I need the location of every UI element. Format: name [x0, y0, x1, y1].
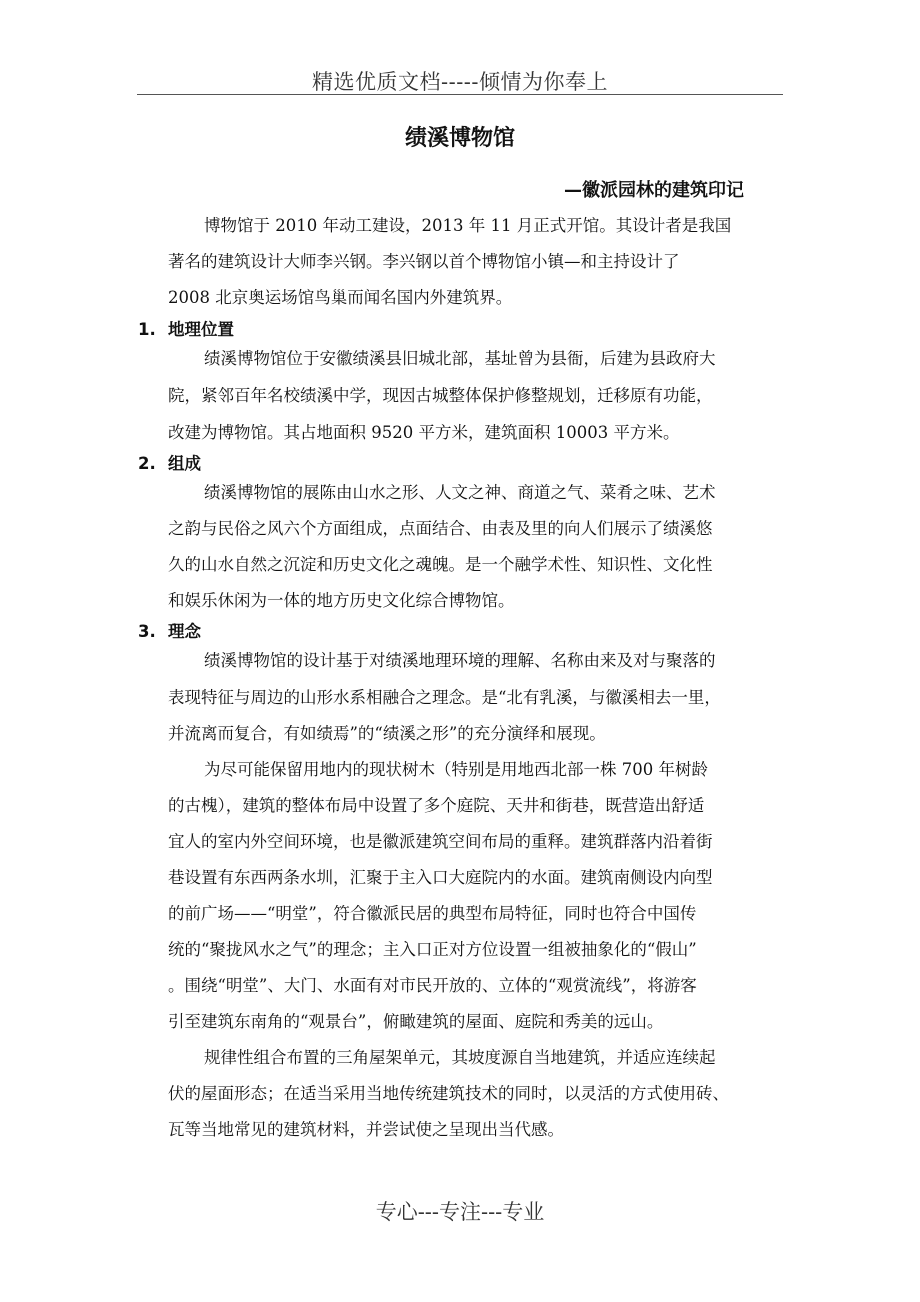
section-line: 表现特征与周边的山形水系相融合之理念。是“北有乳溪，与徽溪相去一里，: [168, 688, 721, 707]
section-line: 并流离而复合，有如绩焉”的“绩溪之形”的充分演绎和展现。: [168, 724, 606, 743]
section-line: 规律性组合布置的三角屋架单元，其坡度源自当地建筑，并适应连续起: [204, 1048, 716, 1067]
section-line: 统的“聚拢风水之气”的理念；主入口正对方位设置一组被抽象化的“假山”: [168, 940, 697, 959]
section-line: 伏的屋面形态；在适当采用当地传统建筑技术的同时，以灵活的方式使用砖、: [168, 1084, 729, 1103]
section-line: 和娱乐休闲为一体的地方历史文化综合博物馆。: [168, 591, 515, 610]
document-title: 绩溪博物馆: [404, 126, 515, 151]
intro-line: 2008 北京奥运场馆鸟巢而闻名国内外建筑界。: [168, 288, 513, 307]
header-divider: [137, 94, 783, 95]
section-heading-concept: [138, 622, 201, 642]
section-number: 3.: [138, 622, 156, 641]
section-line: 改建为博物馆。其占地面积 9520 平方米，建筑面积 10003 平方米。: [168, 423, 680, 442]
section-title: 组成: [168, 454, 201, 473]
section-line: 之韵与民俗之风六个方面组成，点面结合、由表及里的向人们展示了绩溪悠: [168, 519, 713, 538]
section-line: 绩溪博物馆的设计基于对绩溪地理环境的理解、名称由来及对与聚落的: [204, 651, 716, 670]
section-line: 引至建筑东南角的“观景台”，俯瞰建筑的屋面、庭院和秀美的远山。: [168, 1012, 664, 1031]
section-line: 绩溪博物馆的展陈由山水之形、人文之神、商道之气、菜肴之味、艺术: [204, 483, 716, 502]
section-title: 地理位置: [168, 320, 234, 339]
intro-line: 著名的建筑设计大师李兴钢。李兴钢以首个博物馆小镇—和主持设计了: [168, 252, 680, 271]
section-line: 巷设置有东西两条水圳，汇聚于主入口大庭院内的水面。建筑南侧设内向型: [168, 868, 713, 887]
document-subtitle: —徽派园林的建筑印记: [564, 180, 744, 201]
section-number: 1.: [138, 320, 156, 339]
section-line: 的前广场——“明堂”，符合徽派民居的典型布局特征，同时也符合中国传: [168, 904, 697, 923]
section-line: 的古槐），建筑的整体布局中设置了多个庭院、天井和街巷，既营造出舒适: [168, 796, 705, 815]
section-line: 宜人的室内外空间环境，也是徽派建筑空间布局的重释。建筑群落内沿着街: [168, 832, 713, 851]
section-line: 为尽可能保留用地内的现状树木（特别是用地西北部一株 700 年树龄: [204, 760, 708, 779]
section-line: 院，紧邻百年名校绩溪中学，现因古城整体保护修整规划，迁移原有功能，: [168, 386, 713, 405]
page-footer: 专心---专注---专业: [375, 1200, 545, 1224]
section-heading-location: [138, 320, 234, 340]
intro-line: 博物馆于 2010 年动工建设，2013 年 11 月正式开馆。其设计者是我国: [204, 216, 732, 235]
section-title: 理念: [168, 622, 201, 641]
section-line: 瓦等当地常见的建筑材料，并尝试使之呈现出当代感。: [168, 1120, 564, 1139]
section-line: 久的山水自然之沉淀和历史文化之魂魄。是一个融学术性、知识性、文化性: [168, 555, 713, 574]
section-number: 2.: [138, 454, 156, 473]
section-line: 。围绕“明堂”、大门、水面有对市民开放的、立体的“观赏流线”，将游客: [168, 976, 697, 995]
header-text: 精选优质文档-----倾情为你奉上: [312, 70, 608, 94]
section-heading-composition: [138, 454, 201, 474]
section-line: 绩溪博物馆位于安徽绩溪县旧城北部，基址曾为县衙，后建为县政府大: [204, 349, 716, 368]
